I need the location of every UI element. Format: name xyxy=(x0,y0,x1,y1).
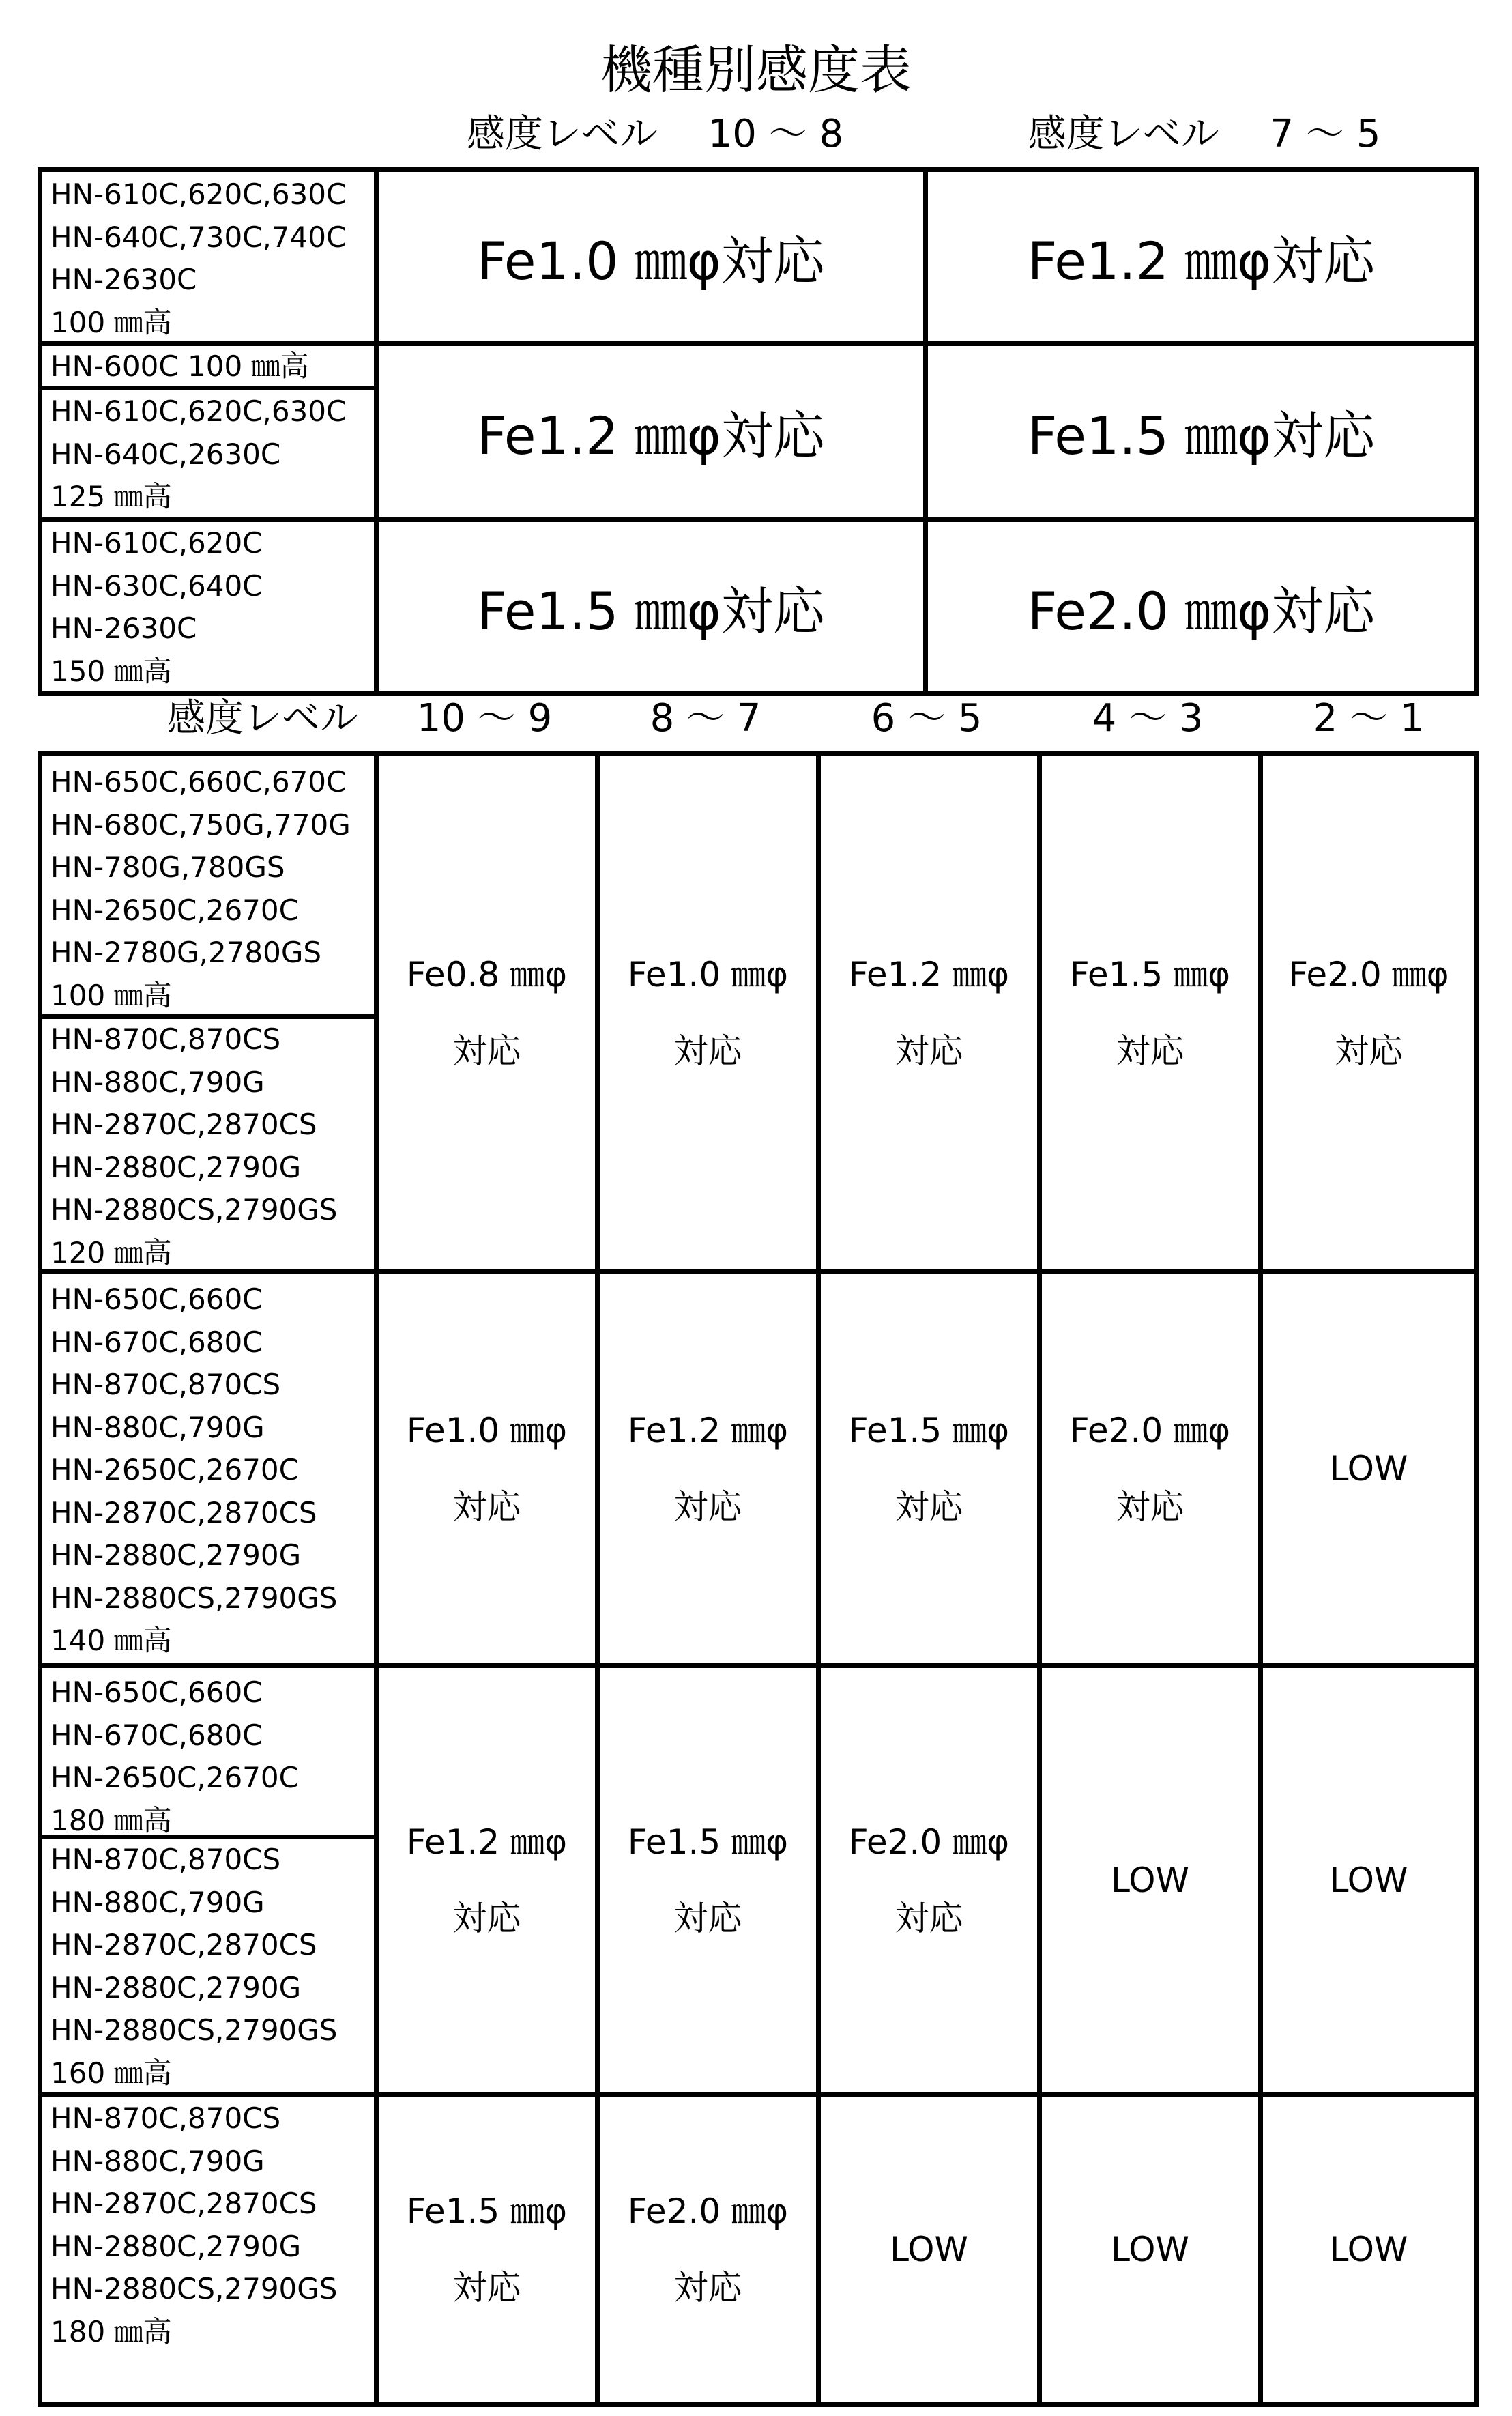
table2-row1-cell: Fe0.8 ㎜φ 対応 xyxy=(406,954,568,1071)
table2-row4-cell: LOW xyxy=(890,2230,968,2269)
table2-row2-cell: LOW xyxy=(1329,1449,1408,1489)
table2-row3-cell: LOW xyxy=(1111,1860,1189,1900)
table2-level-2-1: 2 ～ 1 xyxy=(1313,696,1425,740)
table1-row3-models: HN-610C,620C HN-630C,640C HN-2630C 150 ㎜高 xyxy=(50,526,263,688)
table1-row2-cell-10-8: Fe1.2 ㎜φ対応 xyxy=(477,405,825,466)
table2-row3-cell: LOW xyxy=(1329,1860,1408,1900)
table2-level-8-7: 8 ～ 7 xyxy=(650,696,761,740)
table2-row3-cell: Fe2.0 ㎜φ 対応 xyxy=(848,1822,1010,1938)
table2-row1-cell: Fe2.0 ㎜φ 対応 xyxy=(1288,954,1449,1071)
table2-row-divider xyxy=(38,1663,1479,1668)
table2-row1-cell: Fe1.5 ㎜φ 対応 xyxy=(1069,954,1231,1071)
table1-row2-cell-7-5: Fe1.5 ㎜φ対応 xyxy=(1027,405,1376,466)
table2-row3-models-a: HN-650C,660C HN-670C,680C HN-2650C,2670C 180 ㎜高 xyxy=(50,1676,299,1837)
table2-row2-cell: Fe1.2 ㎜φ 対応 xyxy=(627,1411,789,1527)
page-title: 機種別感度表 xyxy=(600,40,912,100)
table2-row3-models-b: HN-870C,870CS HN-880C,790G HN-2870C,2870CS HN-2880C,2790G HN-2880CS,2790GS 160 ㎜高 xyxy=(50,1843,338,2090)
table1-row1-cell-7-5: Fe1.2 ㎜φ対応 xyxy=(1027,230,1376,291)
table2-row4-models: HN-870C,870CS HN-880C,790G HN-2870C,2870CS HN-2880C,2790G HN-2880CS,2790GS 180 ㎜高 xyxy=(50,2101,338,2348)
table2-row4-cell: LOW xyxy=(1329,2230,1408,2269)
table2-row1-models-a: HN-650C,660C,670C HN-680C,750G,770G HN-780G,780GS HN-2650C,2670C HN-2780G,2780GS 100 ㎜高 xyxy=(50,765,351,1012)
table2-row4-cell: Fe2.0 ㎜φ 対応 xyxy=(627,2191,789,2307)
table2-row2-models: HN-650C,660C HN-670C,680C HN-870C,870CS HN-880C,790G HN-2650C,2670C HN-2870C,2870CS HN-2880C,2790G HN-2880CS,2790GS 140 ㎜高 xyxy=(50,1282,338,1657)
table1-row3-cell-7-5: Fe2.0 ㎜φ対応 xyxy=(1027,580,1376,642)
table2-row4-cell: LOW xyxy=(1111,2230,1189,2269)
table2-row1-models-b: HN-870C,870CS HN-880C,790G HN-2870C,2870CS HN-2880C,2790G HN-2880CS,2790GS 120 ㎜高 xyxy=(50,1022,338,1269)
table2-level-4-3: 4 ～ 3 xyxy=(1092,696,1204,740)
table1-row2-models: HN-610C,620C,630C HN-640C,2630C 125 ㎜高 xyxy=(50,394,347,513)
table2-row3-cell: Fe1.5 ㎜φ 対応 xyxy=(627,1822,789,1938)
table1-header-level-7-5: 感度レベル 7 ～ 5 xyxy=(1028,112,1381,156)
table1-divider xyxy=(923,167,928,696)
table1-row3-cell-10-8: Fe1.5 ㎜φ対応 xyxy=(477,580,825,642)
table2-header-label: 感度レベル xyxy=(167,696,358,740)
table2-row2-cell: Fe2.0 ㎜φ 対応 xyxy=(1069,1411,1231,1527)
table2-level-6-5: 6 ～ 5 xyxy=(871,696,983,740)
table2-row2-cell: Fe1.0 ㎜φ 対応 xyxy=(406,1411,568,1527)
table1-divider xyxy=(374,167,379,696)
table1-row1-models: HN-610C,620C,630C HN-640C,730C,740C HN-2630C 100 ㎜高 xyxy=(50,177,347,339)
table1-row2-models-a: HN-600C 100 ㎜高 xyxy=(50,349,309,383)
table2-row3-cell: Fe1.2 ㎜φ 対応 xyxy=(406,1822,568,1938)
table2-divider xyxy=(595,751,600,2407)
table2-divider xyxy=(374,751,379,2407)
table2-row2-cell: Fe1.5 ㎜φ 対応 xyxy=(848,1411,1010,1527)
table2-divider xyxy=(1037,751,1042,2407)
table2-row4-cell: Fe1.5 ㎜φ 対応 xyxy=(406,2191,568,2307)
table2-row1-cell: Fe1.0 ㎜φ 対応 xyxy=(627,954,789,1071)
table2-level-10-9: 10 ～ 9 xyxy=(416,696,553,740)
table2-divider xyxy=(1258,751,1263,2407)
table2-divider xyxy=(816,751,821,2407)
table1-header-level-10-8: 感度レベル 10 ～ 8 xyxy=(466,112,844,156)
table1-row1-cell-10-8: Fe1.0 ㎜φ対応 xyxy=(477,230,825,291)
table2-row1-cell: Fe1.2 ㎜φ 対応 xyxy=(848,954,1010,1071)
